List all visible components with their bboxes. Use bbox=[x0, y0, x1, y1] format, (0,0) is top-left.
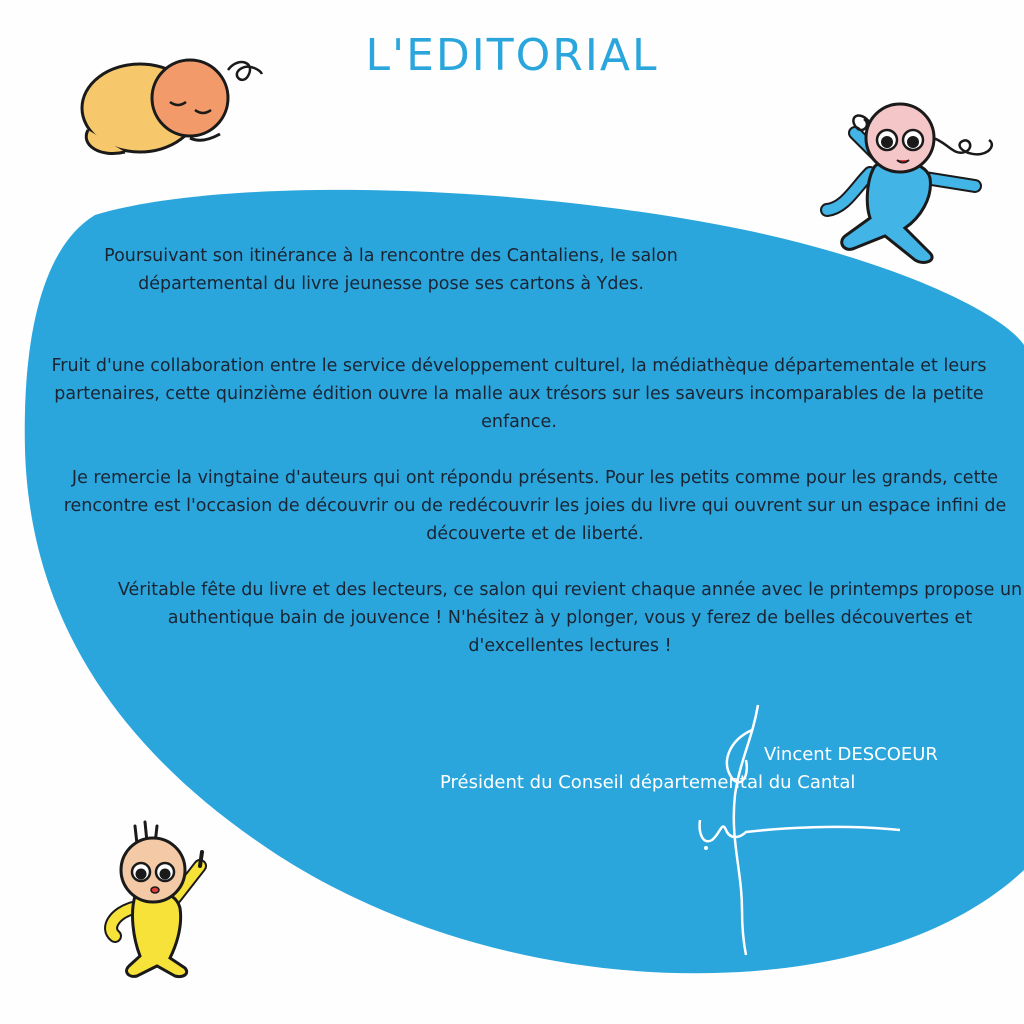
page-title: L'EDITORIAL bbox=[365, 30, 659, 81]
sleeping-baby-icon bbox=[70, 40, 270, 170]
paragraph-1: Poursuivant son itinérance à la rencontre des Cantaliens, le salon départemental du livre jeunesse pose ses cartons à Ydes. bbox=[104, 246, 678, 294]
signatory-name: Vincent DESCOEUR bbox=[764, 744, 938, 765]
paragraph-2: Fruit d'une collaboration entre le service développement culturel, la médiathèque départementale et leurs partenaires, cette quinzième édition ouvre la malle aux trésors sur les saveurs incomparables de la petite enfance. bbox=[51, 356, 987, 432]
pointing-baby-icon bbox=[95, 818, 225, 983]
paragraph-4: Véritable fête du livre et des lecteurs, ce salon qui revient chaque année avec le printemps propose un authentique bain de jouvence ! N'hésitez à y plonger, vous y ferez de belles découvertes et d'excellentes lectures ! bbox=[117, 580, 1023, 656]
handwritten-signature bbox=[680, 700, 910, 960]
dancing-baby-icon bbox=[815, 88, 1020, 273]
paragraph-3: Je remercie la vingtaine d'auteurs qui ont répondu présents. Pour les petits comme pour les grands, cette rencontre est l'occasion de découvrir ou de redécouvrir les joies du livre qui ouvrent sur un espace infini de découverte et de liberté. bbox=[63, 468, 1007, 544]
signatory-role: Président du Conseil départemental du Cantal bbox=[440, 772, 856, 793]
